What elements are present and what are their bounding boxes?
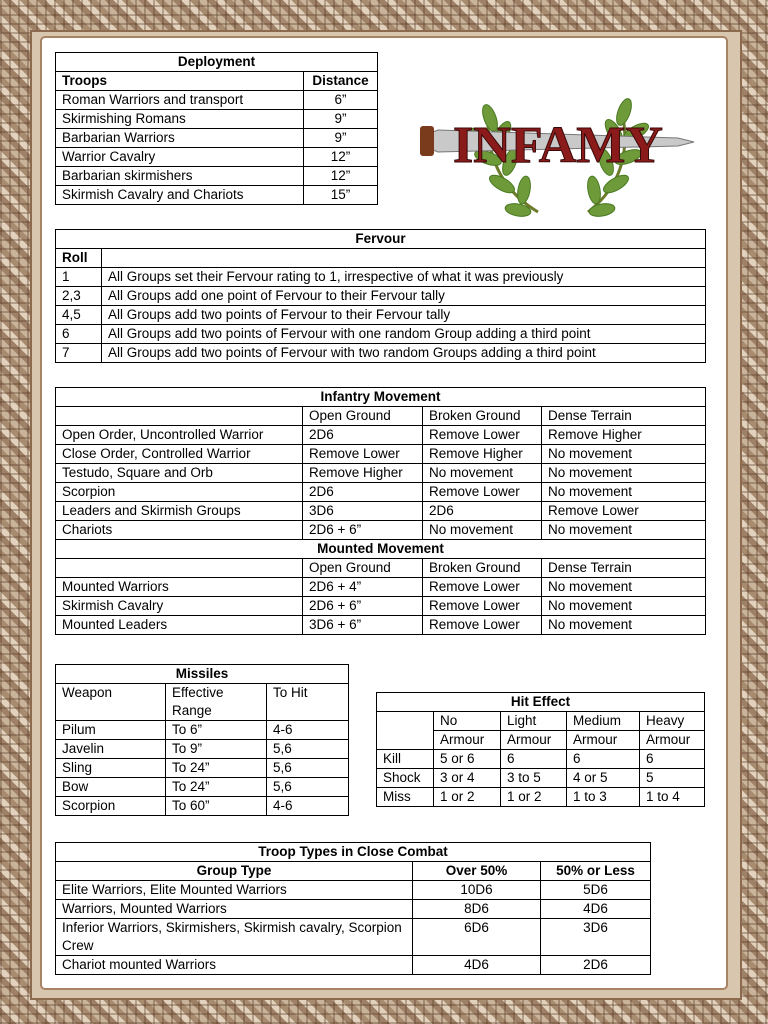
unit-type: Mounted Leaders (56, 616, 303, 635)
armour-label: Armour (567, 731, 640, 750)
dice-value: 2D6 (541, 956, 651, 975)
troop-name: Skirmish Cavalry and Chariots (56, 186, 304, 205)
roll-range: 6 (567, 750, 640, 769)
unit-type: Leaders and Skirmish Groups (56, 502, 303, 521)
fervour-effect: All Groups add two points of Fervour with two random Groups adding a third point (102, 344, 706, 363)
distance-value: 6” (304, 91, 378, 110)
broken-ground-value: Remove Lower (423, 616, 542, 635)
open-ground-value: Remove Lower (303, 445, 423, 464)
weapon-name: Bow (56, 778, 166, 797)
table-row (56, 464, 706, 483)
table-row (56, 578, 706, 597)
table-row (56, 306, 706, 325)
empty-cell (56, 407, 303, 426)
group-type: Inferior Warriors, Skirmishers, Skirmish cavalry, Scorpion Crew (56, 919, 413, 956)
unit-type: Close Order, Controlled Warrior (56, 445, 303, 464)
fervour-table (55, 229, 706, 363)
table-row (56, 445, 706, 464)
empty-cell (56, 559, 303, 578)
to-hit-value: 5,6 (267, 778, 349, 797)
roll-value: 1 (56, 268, 102, 287)
table-row (56, 129, 378, 148)
group-type: Chariot mounted Warriors (56, 956, 413, 975)
distance-value: 9” (304, 129, 378, 148)
group-type-header: Group Type (56, 862, 413, 881)
roll-range: 5 (640, 769, 705, 788)
medium-armour-header: Medium (567, 712, 640, 731)
broken-ground-value: Remove Higher (423, 445, 542, 464)
dense-terrain-value: No movement (542, 445, 706, 464)
table-row (56, 521, 706, 540)
effect-name: Shock (377, 769, 434, 788)
troop-name: Skirmishing Romans (56, 110, 304, 129)
to-hit-value: 4-6 (267, 797, 349, 816)
open-ground-value: 3D6 + 6” (303, 616, 423, 635)
effect-name: Miss (377, 788, 434, 807)
dense-terrain-value: No movement (542, 616, 706, 635)
roll-range: 6 (501, 750, 567, 769)
roll-range: 1 to 4 (640, 788, 705, 807)
open-ground-value: 2D6 + 4” (303, 578, 423, 597)
dense-terrain-value: Remove Higher (542, 426, 706, 445)
distance-value: 15” (304, 186, 378, 205)
empty-cell (377, 712, 434, 750)
troop-name: Barbarian Warriors (56, 129, 304, 148)
armour-label: Armour (640, 731, 705, 750)
mounted-movement-title: Mounted Movement (56, 540, 706, 559)
unit-type: Chariots (56, 521, 303, 540)
weapon-name: Sling (56, 759, 166, 778)
troops-header: Troops (56, 72, 304, 91)
table-row (56, 721, 349, 740)
broken-ground-header: Broken Ground (423, 559, 542, 578)
distance-value: 12” (304, 167, 378, 186)
table-row (377, 769, 705, 788)
broken-ground-value: Remove Lower (423, 483, 542, 502)
infantry-movement-title: Infantry Movement (56, 388, 706, 407)
light-armour-header: Light (501, 712, 567, 731)
deployment-title: Deployment (56, 53, 378, 72)
dice-value: 4D6 (541, 900, 651, 919)
roll-range: 3 or 4 (434, 769, 501, 788)
hit-effect-table (376, 692, 705, 807)
troop-name: Roman Warriors and transport (56, 91, 304, 110)
table-row (56, 483, 706, 502)
dense-terrain-value: No movement (542, 597, 706, 616)
table-row (56, 956, 651, 975)
broken-ground-header: Broken Ground (423, 407, 542, 426)
dice-value: 6D6 (413, 919, 541, 956)
unit-type: Testudo, Square and Orb (56, 464, 303, 483)
range-value: To 24” (166, 759, 267, 778)
broken-ground-value: 2D6 (423, 502, 542, 521)
table-row (56, 110, 378, 129)
weapon-name: Scorpion (56, 797, 166, 816)
50-or-less-header: 50% or Less (541, 862, 651, 881)
open-ground-value: 3D6 (303, 502, 423, 521)
dense-terrain-value: No movement (542, 578, 706, 597)
open-ground-value: 2D6 + 6” (303, 597, 423, 616)
unit-type: Mounted Warriors (56, 578, 303, 597)
troop-name: Barbarian skirmishers (56, 167, 304, 186)
broken-ground-value: No movement (423, 521, 542, 540)
table-row (56, 616, 706, 635)
range-value: To 24” (166, 778, 267, 797)
weapon-header: Weapon (56, 684, 166, 721)
missiles-table (55, 664, 349, 816)
roll-range: 1 or 2 (434, 788, 501, 807)
open-ground-value: 2D6 + 6” (303, 521, 423, 540)
fervour-effect: All Groups set their Fervour rating to 1, irrespective of what it was previously (102, 268, 706, 287)
table-row (56, 740, 349, 759)
open-ground-value: Remove Higher (303, 464, 423, 483)
over-50-header: Over 50% (413, 862, 541, 881)
table-row (56, 167, 378, 186)
roll-header: Roll (56, 249, 102, 268)
open-ground-value: 2D6 (303, 426, 423, 445)
dice-value: 3D6 (541, 919, 651, 956)
heavy-armour-header: Heavy (640, 712, 705, 731)
unit-type: Open Order, Uncontrolled Warrior (56, 426, 303, 445)
dense-terrain-value: No movement (542, 483, 706, 502)
table-row (56, 759, 349, 778)
roll-value: 2,3 (56, 287, 102, 306)
range-value: To 60” (166, 797, 267, 816)
roll-range: 1 or 2 (501, 788, 567, 807)
fervour-effect: All Groups add two points of Fervour with one random Group adding a third point (102, 325, 706, 344)
open-ground-header: Open Ground (303, 407, 423, 426)
fervour-effect: All Groups add two points of Fervour to their Fervour tally (102, 306, 706, 325)
dense-terrain-header: Dense Terrain (542, 559, 706, 578)
dice-value: 5D6 (541, 881, 651, 900)
table-row (56, 344, 706, 363)
unit-type: Scorpion (56, 483, 303, 502)
roll-range: 4 or 5 (567, 769, 640, 788)
distance-header: Distance (304, 72, 378, 91)
table-row (377, 788, 705, 807)
empty-cell (102, 249, 706, 268)
hit-effect-title: Hit Effect (377, 693, 705, 712)
table-row (56, 881, 651, 900)
infamy-logo (418, 62, 696, 224)
to-hit-value: 4-6 (267, 721, 349, 740)
group-type: Elite Warriors, Elite Mounted Warriors (56, 881, 413, 900)
range-value: To 9” (166, 740, 267, 759)
logo-text: INFAMY (453, 117, 663, 174)
table-row (56, 287, 706, 306)
missiles-title: Missiles (56, 665, 349, 684)
roll-value: 6 (56, 325, 102, 344)
broken-ground-value: Remove Lower (423, 597, 542, 616)
roll-value: 4,5 (56, 306, 102, 325)
effect-name: Kill (377, 750, 434, 769)
broken-ground-value: No movement (423, 464, 542, 483)
broken-ground-value: Remove Lower (423, 426, 542, 445)
table-row (56, 919, 651, 956)
dense-terrain-header: Dense Terrain (542, 407, 706, 426)
movement-table (55, 387, 706, 635)
roll-range: 1 to 3 (567, 788, 640, 807)
weapon-name: Pilum (56, 721, 166, 740)
to-hit-value: 5,6 (267, 759, 349, 778)
table-row (56, 900, 651, 919)
open-ground-value: 2D6 (303, 483, 423, 502)
unit-type: Skirmish Cavalry (56, 597, 303, 616)
roll-value: 7 (56, 344, 102, 363)
to-hit-value: 5,6 (267, 740, 349, 759)
range-value: To 6” (166, 721, 267, 740)
roll-range: 3 to 5 (501, 769, 567, 788)
table-row (56, 268, 706, 287)
table-row (56, 426, 706, 445)
distance-value: 9” (304, 110, 378, 129)
roll-range: 6 (640, 750, 705, 769)
troop-name: Warrior Cavalry (56, 148, 304, 167)
dice-value: 10D6 (413, 881, 541, 900)
deployment-table (55, 52, 378, 205)
table-row (56, 502, 706, 521)
close-combat-table (55, 842, 651, 975)
dense-terrain-value: No movement (542, 464, 706, 483)
dense-terrain-value: Remove Lower (542, 502, 706, 521)
table-row (56, 186, 378, 205)
group-type: Warriors, Mounted Warriors (56, 900, 413, 919)
broken-ground-value: Remove Lower (423, 578, 542, 597)
range-header: Effective Range (166, 684, 267, 721)
table-row (56, 778, 349, 797)
weapon-name: Javelin (56, 740, 166, 759)
to-hit-header: To Hit (267, 684, 349, 721)
roll-range: 5 or 6 (434, 750, 501, 769)
no-armour-header: No (434, 712, 501, 731)
dice-value: 8D6 (413, 900, 541, 919)
dice-value: 4D6 (413, 956, 541, 975)
dense-terrain-value: No movement (542, 521, 706, 540)
table-row (56, 597, 706, 616)
armour-label: Armour (434, 731, 501, 750)
table-row (56, 325, 706, 344)
close-combat-title: Troop Types in Close Combat (56, 843, 651, 862)
table-row (56, 148, 378, 167)
table-row (56, 91, 378, 110)
table-row (377, 750, 705, 769)
open-ground-header: Open Ground (303, 559, 423, 578)
fervour-title: Fervour (56, 230, 706, 249)
distance-value: 12” (304, 148, 378, 167)
table-row (56, 797, 349, 816)
armour-label: Armour (501, 731, 567, 750)
fervour-effect: All Groups add one point of Fervour to their Fervour tally (102, 287, 706, 306)
